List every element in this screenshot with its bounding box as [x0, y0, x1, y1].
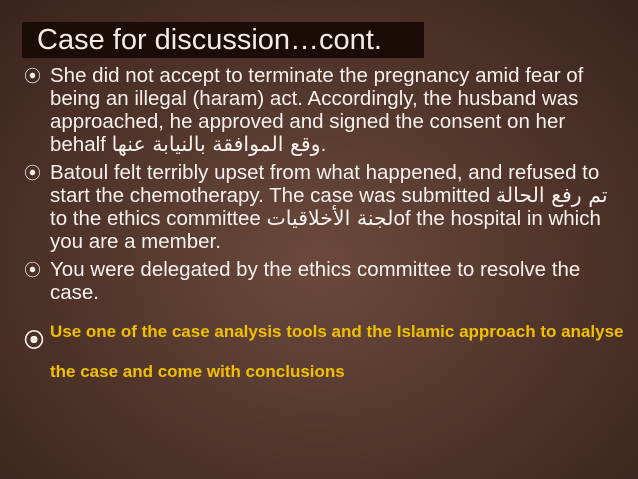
bullet-4-text: Use one of the case analysis tools and the Islamic approach to analyse the case and come with conclusions [50, 322, 624, 381]
slide-title: Case for discussion…cont. [37, 24, 382, 56]
bullet-item-2 [24, 161, 624, 253]
bullet-item-3 [24, 258, 624, 304]
target-icon: ⦿ [24, 67, 41, 86]
bullet-2-text-c: of the hospital in which you are a member. [50, 207, 601, 253]
bullet-1-end: . [320, 133, 327, 156]
target-icon: ⦿ [24, 261, 41, 280]
bullet-item-1 [24, 64, 624, 156]
bullet-2-arabic-b: لجنة الأخلاقيات [266, 206, 394, 230]
slide-content [24, 64, 624, 397]
bullet-3-text: You were delegated by the ethics committee to resolve the case. [50, 258, 581, 304]
bullet-1-text: She did not accept to terminate the pregnancy amid fear of being an illegal (haram) act. Accordingly, the husband was approached, he approved and signed the consent on her behalf [50, 64, 584, 156]
target-icon: ⦿ [24, 164, 41, 183]
bullet-item-4-highlight [24, 312, 624, 392]
bullet-2-text-b: to the ethics committee [50, 207, 267, 230]
target-icon: ⦿ [24, 330, 44, 352]
bullet-2-arabic-a: تم رفع الحالة [495, 183, 608, 207]
bullet-2-text-a: Batoul felt terribly upset from what happened, and refused to start the chemotherapy. The case was submitted [50, 161, 600, 207]
bullet-1-arabic: وقع الموافقة بالنيابة عنها [111, 132, 321, 156]
